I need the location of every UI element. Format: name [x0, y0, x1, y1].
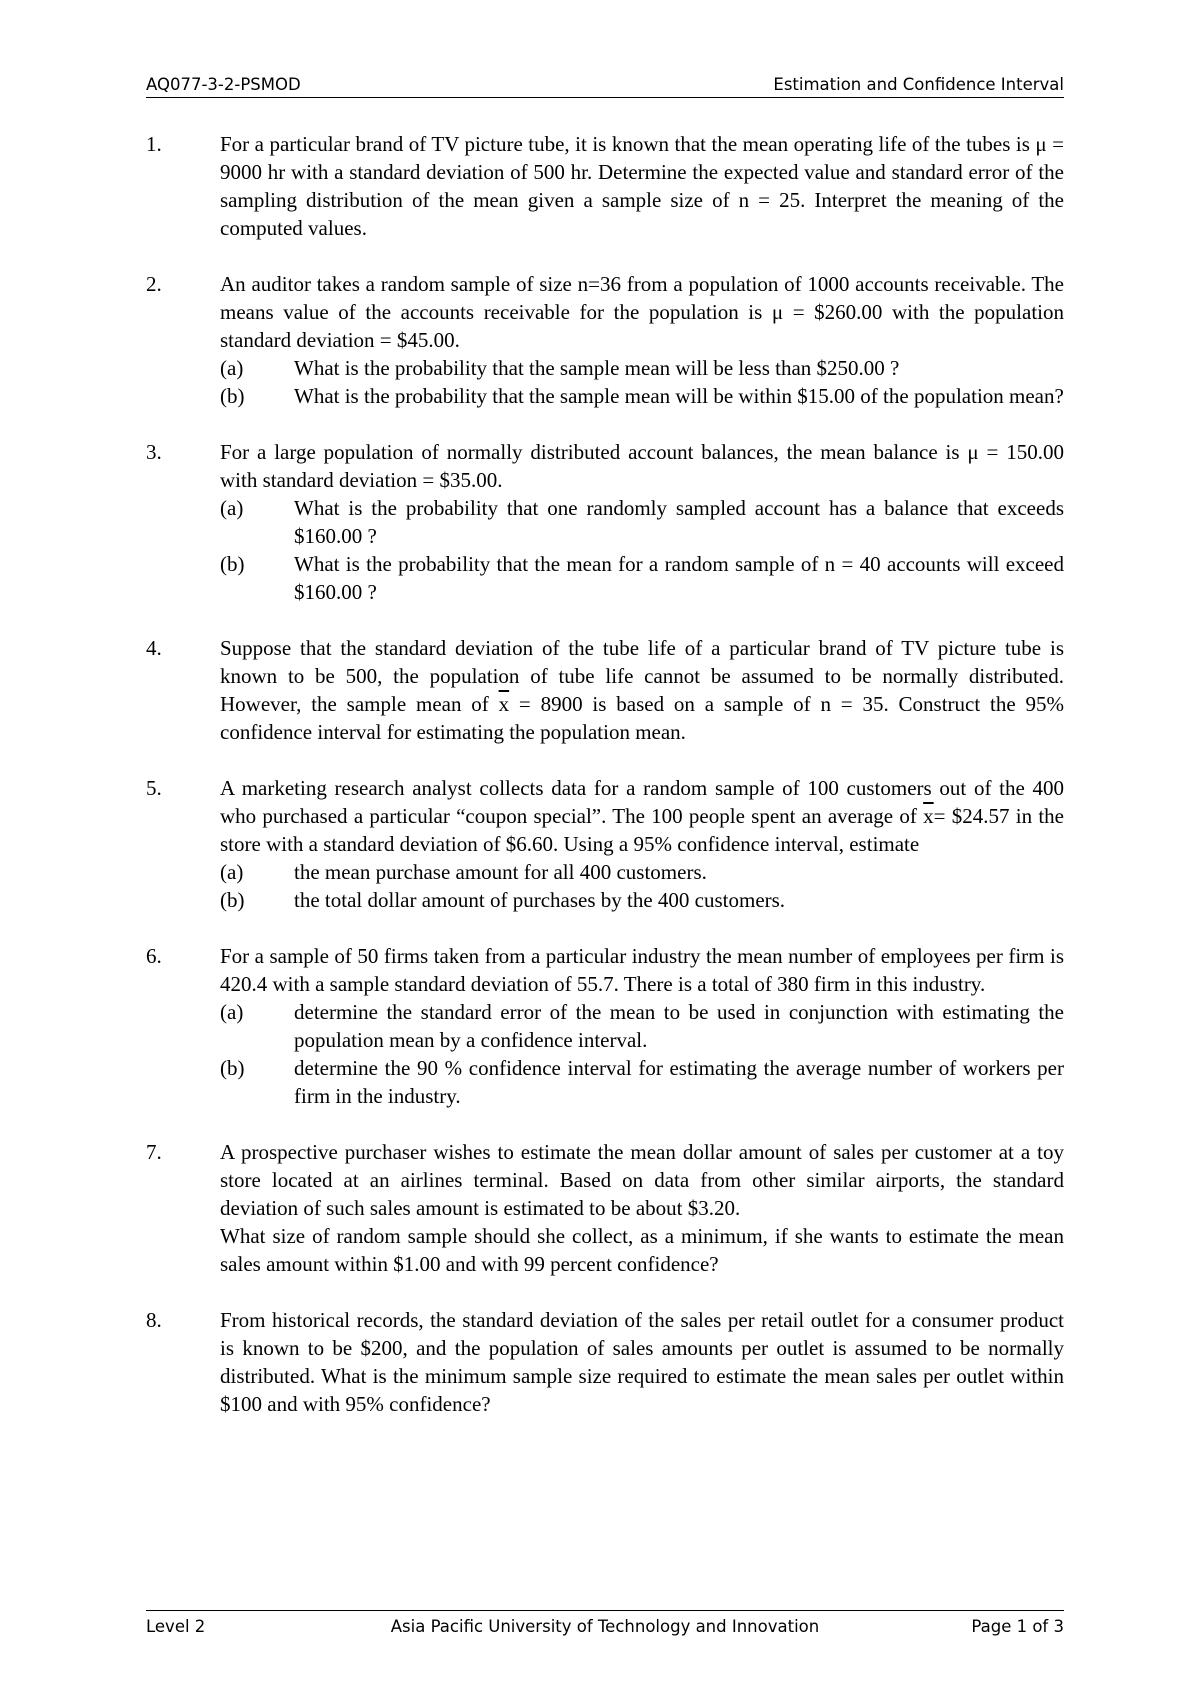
question-number: 4.: [146, 636, 162, 660]
question-number: 3.: [146, 440, 162, 464]
question-number: 7.: [146, 1140, 162, 1164]
question-6: [146, 942, 1064, 1110]
question-part: [220, 998, 1064, 1054]
question-part: [220, 354, 1064, 382]
page-header: [146, 72, 1064, 98]
question-number: 5.: [146, 776, 162, 800]
question-text: For a sample of 50 firms taken from a particular industry the mean number of employees per firm is 420.4 with a sample standard deviation of 55.7. There is a total of 380 firm in this industry.: [220, 944, 1064, 996]
question-part: [220, 382, 1064, 410]
question-text: [220, 634, 1064, 746]
part-text: What is the probability that the mean for a random sample of n = 40 accounts will exceed $160.00 ?: [294, 552, 1064, 604]
question-number: 2.: [146, 272, 162, 296]
part-label: (b): [220, 1056, 245, 1080]
question-part: [220, 886, 1064, 914]
question-4: [146, 634, 1064, 746]
part-label: (b): [220, 384, 245, 408]
question-part: [220, 858, 1064, 886]
question-text: [220, 774, 1064, 858]
level-label: Level 2: [146, 1617, 206, 1636]
page-footer: [146, 1610, 1064, 1638]
question-list: [146, 130, 1064, 1446]
part-label: (a): [220, 860, 244, 884]
question-text-start: Suppose that the standard deviation of the tube life of a particular brand of TV picture tube is known to be 500, the population of tube life cannot be assumed to be normally distributed. However, the sample mean of: [220, 636, 1064, 716]
part-label: (a): [220, 356, 244, 380]
question-number: 8.: [146, 1308, 162, 1332]
part-text: What is the probability that the sample mean will be less than $250.00 ?: [294, 356, 900, 380]
question-text: For a particular brand of TV picture tube, it is known that the mean operating life of the tubes is μ = 9000 hr with a standard deviation of 500 hr. Determine the expected value and standard error of the sampling distribution of the mean given a sample size of n = 25. Interpret the meaning of the computed values.: [220, 132, 1064, 240]
part-text: the mean purchase amount for all 400 customers.: [294, 860, 707, 884]
course-code: AQ077-3-2-PSMOD: [146, 75, 301, 94]
question-text-start: A marketing research analyst collects data for a random sample of 100 customers out of the 400 who purchased a particular “coupon special”. The 100 people spent an average of: [220, 776, 1064, 828]
part-text: the total dollar amount of purchases by the 400 customers.: [294, 888, 786, 912]
question-text: What size of random sample should she collect, as a minimum, if she wants to estimate the mean sales amount within $1.00 and with 99 percent confidence?: [220, 1224, 1064, 1276]
question-8: [146, 1306, 1064, 1418]
part-label: (a): [220, 1000, 244, 1024]
question-1: [146, 130, 1064, 242]
part-text: What is the probability that one randomly sampled account has a balance that exceeds $160.00 ?: [294, 496, 1064, 548]
topic-title: Estimation and Confidence Interval: [773, 75, 1064, 94]
question-text: From historical records, the standard deviation of the sales per retail outlet for a consumer product is known to be $200, and the population of sales amounts per outlet is assumed to be normally distributed. What is the minimum sample size required to estimate the mean sales per outlet within $100 and with 95% confidence?: [220, 1308, 1064, 1416]
question-text-end: = $24.57 in the store with a standard deviation of $6.60. Using a 95% confidence interval, estimate: [220, 804, 1064, 856]
institution-name: Asia Pacific University of Technology and Innovation: [390, 1617, 820, 1636]
question-text: An auditor takes a random sample of size n=36 from a population of 1000 accounts receivable. The means value of the accounts receivable for the population is μ = $260.00 with the population standard deviation = $45.00.: [220, 272, 1064, 352]
sample-mean-symbol: $\overline{x}$: [923, 804, 934, 828]
part-label: (b): [220, 888, 245, 912]
part-text: determine the standard error of the mean to be used in conjunction with estimating the population mean by a confidence interval.: [294, 1000, 1064, 1052]
page-number: Page 1 of 3: [971, 1617, 1064, 1636]
question-7: [146, 1138, 1064, 1278]
question-text: For a large population of normally distributed account balances, the mean balance is μ = 150.00 with standard deviation = $35.00.: [220, 440, 1064, 492]
part-text: What is the probability that the sample mean will be within $15.00 of the population mean?: [294, 384, 1064, 408]
part-label: (b): [220, 552, 245, 576]
question-number: 6.: [146, 944, 162, 968]
question-part: [220, 1054, 1064, 1110]
part-label: (a): [220, 496, 244, 520]
question-2: [146, 270, 1064, 410]
question-part: [220, 494, 1064, 550]
sample-mean-symbol: $\overline{x}$: [498, 692, 510, 716]
question-5: [146, 774, 1064, 914]
question-part: [220, 550, 1064, 606]
question-text-end: = 8900 is based on a sample of n = 35. Construct the 95% confidence interval for estimating the population mean.: [220, 692, 1064, 744]
question-number: 1.: [146, 132, 162, 156]
question-3: [146, 438, 1064, 606]
question-text: A prospective purchaser wishes to estimate the mean dollar amount of sales per customer at a toy store located at an airlines terminal. Based on data from other similar airports, the standard deviation of such sales amount is estimated to be about $3.20.: [220, 1140, 1064, 1220]
part-text: determine the 90 % confidence interval for estimating the average number of workers per firm in the industry.: [294, 1056, 1064, 1108]
